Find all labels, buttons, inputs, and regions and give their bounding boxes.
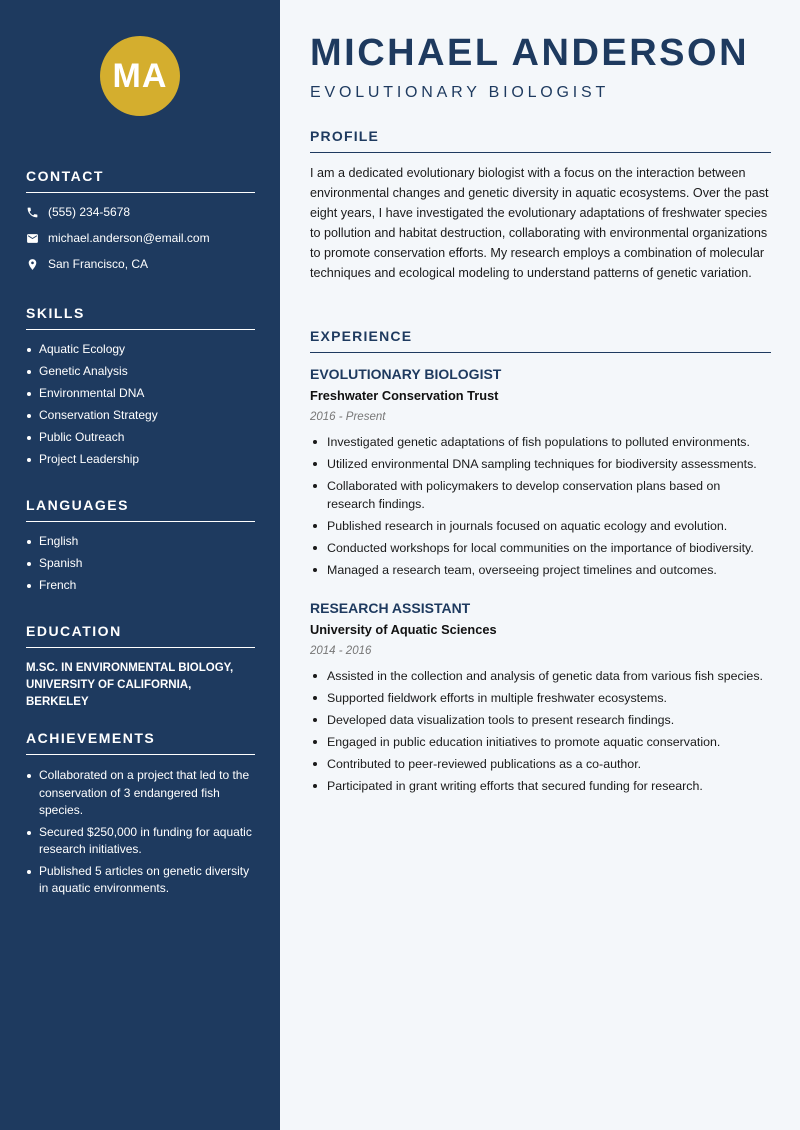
job-entry bbox=[310, 365, 771, 579]
email-icon bbox=[26, 232, 39, 245]
job-bullets bbox=[310, 433, 771, 579]
job-bullet: Participated in grant writing efforts that secured funding for research. bbox=[310, 777, 771, 795]
contact-section bbox=[26, 168, 255, 273]
job-bullet: Supported fieldwork efforts in multiple freshwater ecosystems. bbox=[310, 689, 771, 707]
language-item: Spanish bbox=[26, 556, 255, 571]
achievement-item: Collaborated on a project that led to the conservation of 3 endangered fish species. bbox=[26, 767, 255, 820]
contact-phone-text: (555) 234-5678 bbox=[48, 205, 131, 219]
experience-section bbox=[310, 328, 771, 799]
profile-text: I am a dedicated evolutionary biologist with a focus on the interaction between environmental changes and genetic diversity in aquatic ecosystems. Over the past eight years, I have investigated the evolutionary adaptations of freshwater species to pollution and habitat destruction, collaborating with environmental organizations to promote conservation efforts. My research employs a combination of molecular techniques and ecological modeling to understand patterns of genetic variation. bbox=[310, 166, 769, 280]
location-pin-icon bbox=[26, 258, 39, 271]
contact-phone bbox=[26, 203, 255, 221]
skill-item: Public Outreach bbox=[26, 430, 255, 445]
job-bullets bbox=[310, 667, 771, 795]
skills-heading: SKILLS bbox=[26, 305, 255, 330]
job-bullet: Utilized environmental DNA sampling techniques for biodiversity assessments. bbox=[310, 455, 771, 473]
education-degree: M.SC. IN ENVIRONMENTAL BIOLOGY, UNIVERSITY OF CALIFORNIA, BERKELEY bbox=[26, 662, 234, 708]
contact-heading: CONTACT bbox=[26, 168, 255, 193]
education-heading: EDUCATION bbox=[26, 623, 255, 648]
sidebar bbox=[0, 0, 280, 1130]
language-item: English bbox=[26, 534, 255, 549]
profile-heading: PROFILE bbox=[310, 128, 771, 153]
contact-location bbox=[26, 255, 255, 273]
person-name: MICHAEL ANDERSON bbox=[310, 32, 750, 74]
job-dates: 2016 - Present bbox=[310, 411, 386, 423]
skill-item: Genetic Analysis bbox=[26, 364, 255, 379]
job-bullet: Engaged in public education initiatives to promote aquatic conservation. bbox=[310, 733, 771, 751]
job-bullet: Collaborated with policymakers to develop conservation plans based on research findings. bbox=[310, 477, 771, 513]
job-bullet: Managed a research team, overseeing project timelines and outcomes. bbox=[310, 561, 771, 579]
achievements-section bbox=[26, 730, 255, 902]
languages-section bbox=[26, 497, 255, 600]
job-bullet: Published research in journals focused on aquatic ecology and evolution. bbox=[310, 517, 771, 535]
job-title: EVOLUTIONARY BIOLOGIST bbox=[310, 366, 502, 382]
job-bullet: Contributed to peer-reviewed publications as a co-author. bbox=[310, 755, 771, 773]
job-company: Freshwater Conservation Trust bbox=[310, 388, 499, 403]
contact-email-text: michael.anderson@email.com bbox=[48, 231, 210, 245]
experience-heading: EXPERIENCE bbox=[310, 328, 771, 353]
phone-icon bbox=[26, 206, 39, 219]
achievements-heading: ACHIEVEMENTS bbox=[26, 730, 255, 755]
avatar: MA bbox=[100, 36, 180, 116]
contact-email bbox=[26, 229, 255, 247]
job-title-header: EVOLUTIONARY BIOLOGIST bbox=[310, 84, 610, 101]
job-dates: 2014 - 2016 bbox=[310, 645, 372, 657]
language-item: French bbox=[26, 578, 255, 593]
skill-item: Aquatic Ecology bbox=[26, 342, 255, 357]
achievements-list bbox=[26, 767, 255, 898]
job-title: RESEARCH ASSISTANT bbox=[310, 600, 471, 616]
skill-item: Environmental DNA bbox=[26, 386, 255, 401]
skill-item: Project Leadership bbox=[26, 452, 255, 467]
skills-list bbox=[26, 342, 255, 467]
languages-heading: LANGUAGES bbox=[26, 497, 255, 522]
achievement-item: Secured $250,000 in funding for aquatic research initiatives. bbox=[26, 824, 255, 859]
job-bullet: Developed data visualization tools to present research findings. bbox=[310, 711, 771, 729]
job-entry bbox=[310, 599, 771, 795]
job-company: University of Aquatic Sciences bbox=[310, 622, 497, 637]
achievement-item: Published 5 articles on genetic diversity in aquatic environments. bbox=[26, 863, 255, 898]
languages-list bbox=[26, 534, 255, 593]
skills-section bbox=[26, 305, 255, 474]
job-bullet: Investigated genetic adaptations of fish populations to polluted environments. bbox=[310, 433, 771, 451]
job-bullet: Conducted workshops for local communities on the importance of biodiversity. bbox=[310, 539, 771, 557]
contact-location-text: San Francisco, CA bbox=[48, 257, 149, 271]
profile-section bbox=[310, 128, 771, 283]
skill-item: Conservation Strategy bbox=[26, 408, 255, 423]
job-bullet: Assisted in the collection and analysis of genetic data from various fish species. bbox=[310, 667, 771, 685]
education-section bbox=[26, 623, 255, 711]
